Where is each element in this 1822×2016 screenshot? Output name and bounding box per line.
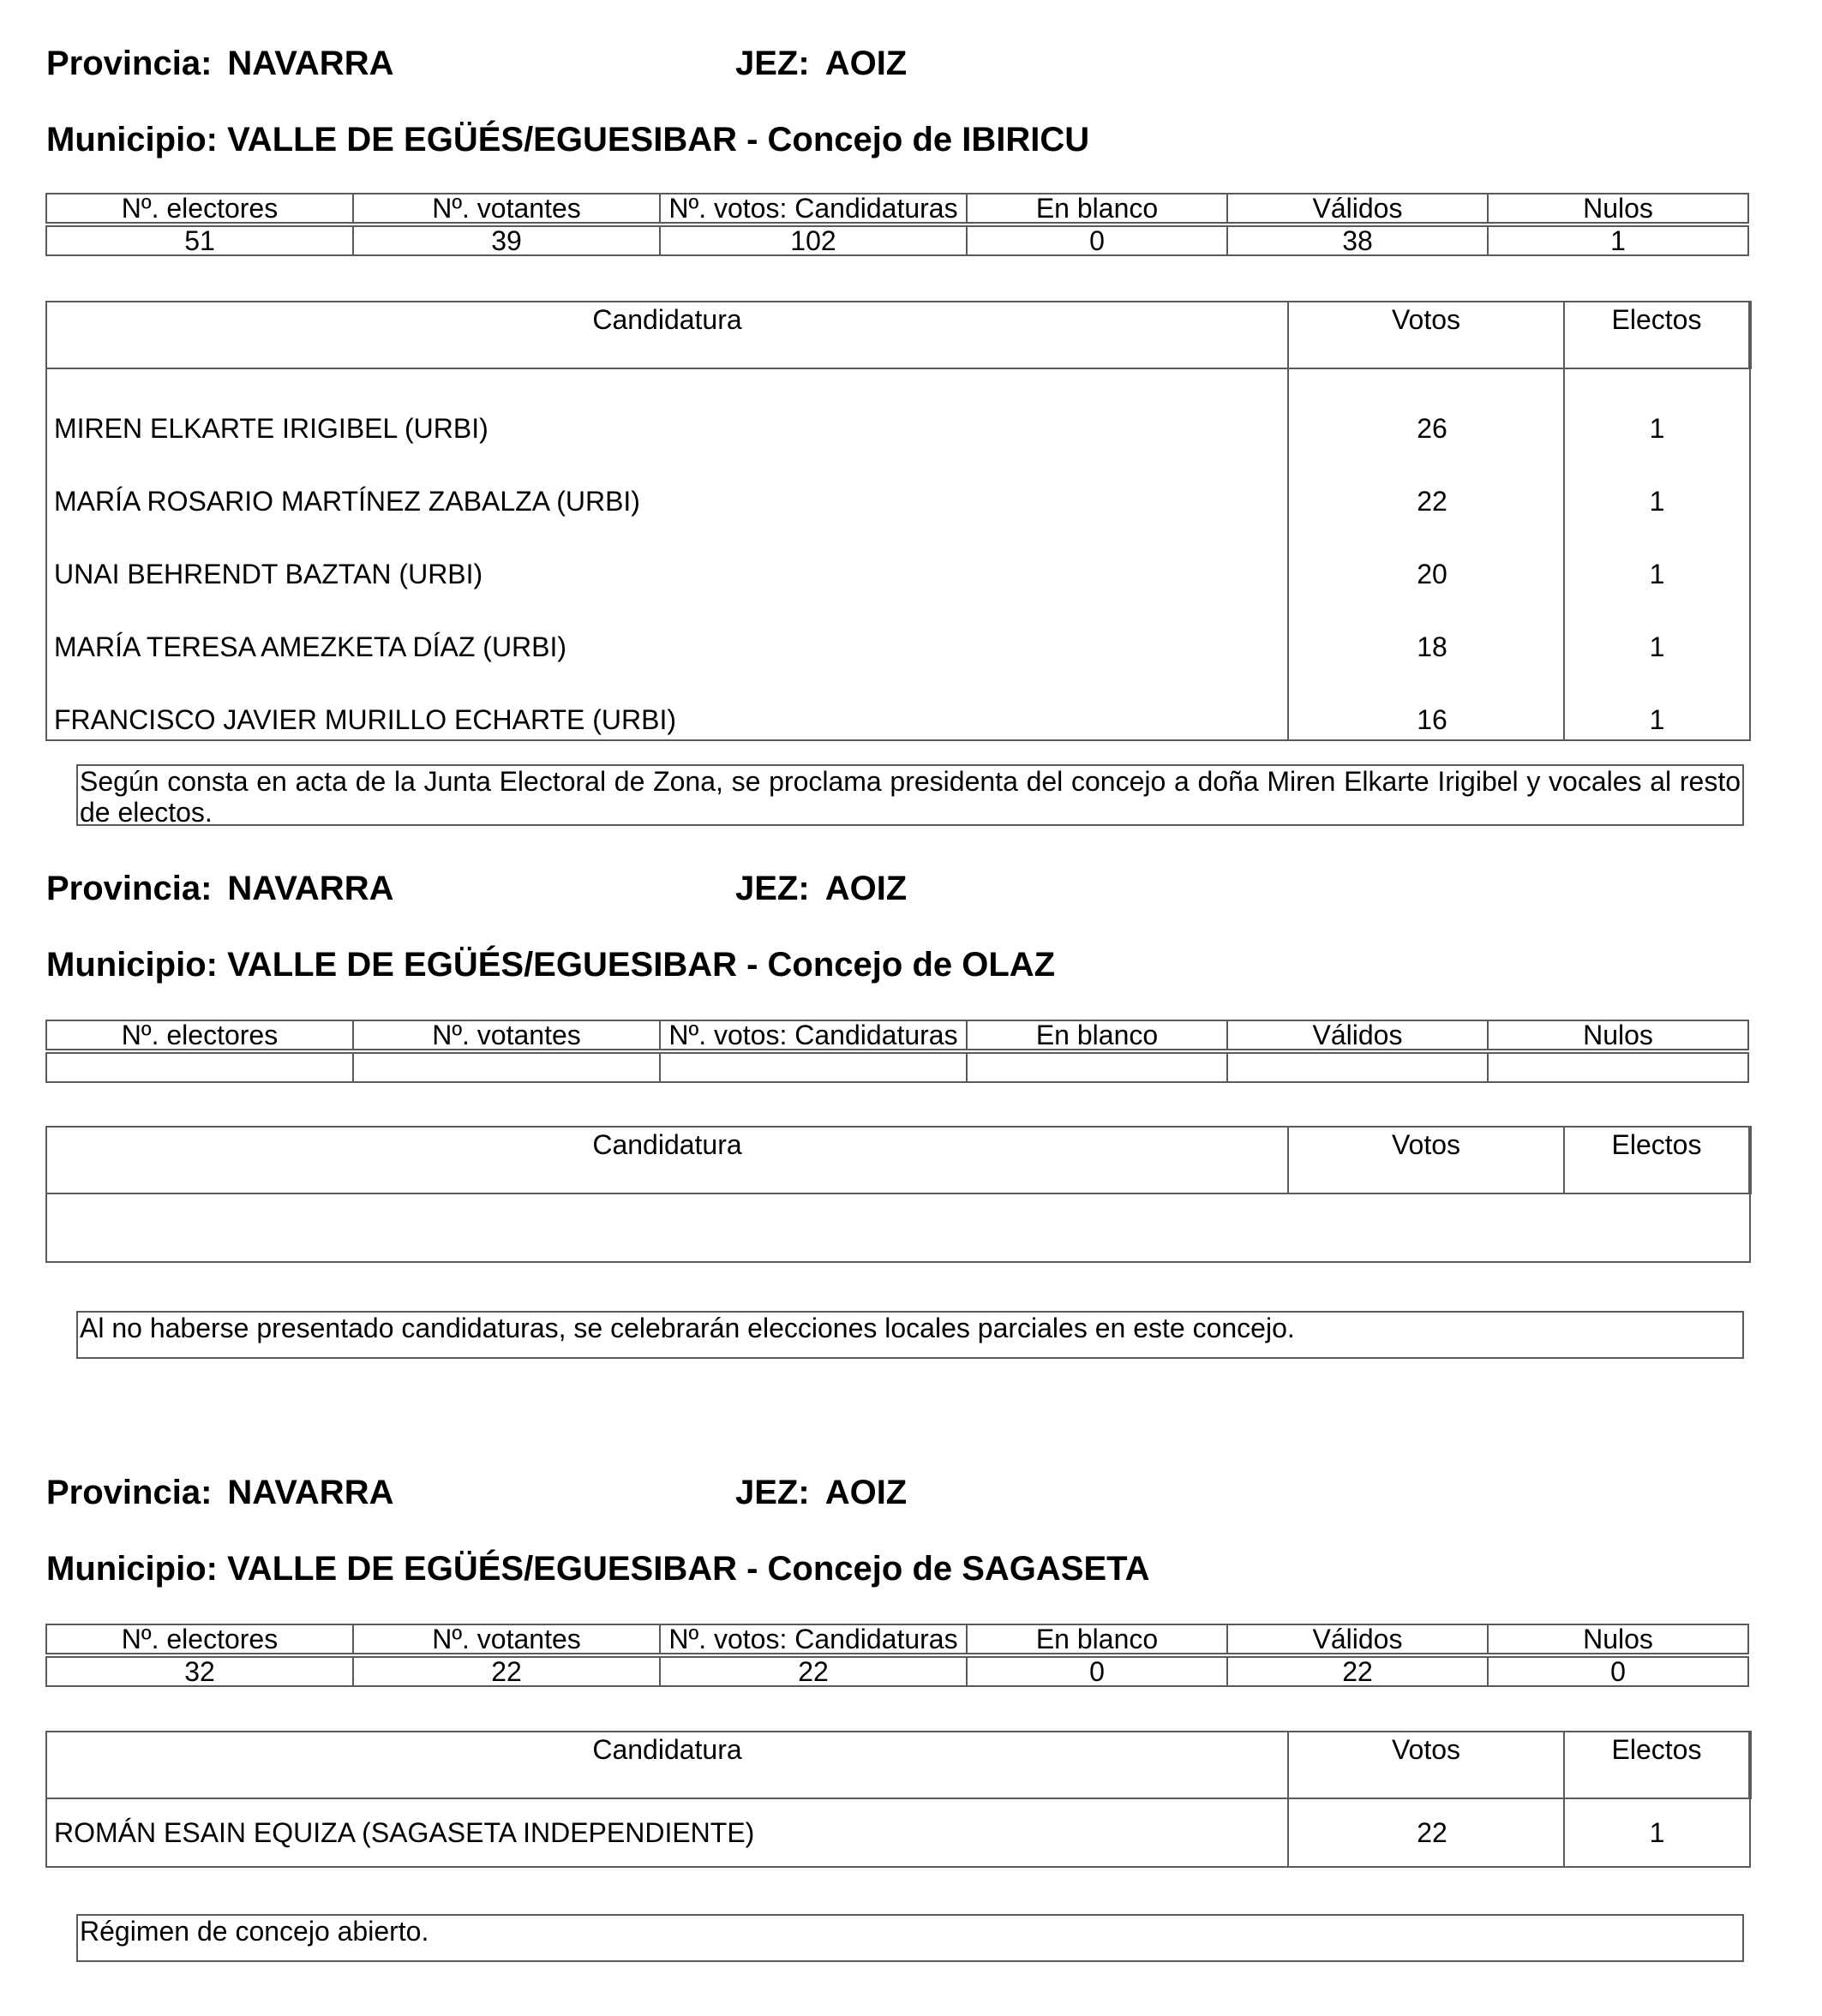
provincia-value: NAVARRA — [227, 45, 394, 82]
stats-header-row — [46, 1020, 1748, 1050]
header-electos: Electos — [1564, 302, 1750, 368]
candidates-empty-body — [46, 1193, 1750, 1262]
candidate-row — [46, 448, 1750, 521]
municipio-value: VALLE DE EGÜÉS/EGUESIBAR - Concejo de OLAZ — [227, 946, 1056, 984]
stats-value-votos-candidaturas: 22 — [660, 1657, 967, 1686]
stats-header-votos-candidaturas: Nº. votos: Candidaturas — [660, 1624, 967, 1654]
stats-header-en-blanco: En blanco — [967, 194, 1227, 223]
candidate-name: FRANCISCO JAVIER MURILLO ECHARTE (URBI) — [46, 667, 1288, 740]
candidate-elected: 1 — [1564, 1798, 1750, 1867]
jez-value: AOIZ — [824, 45, 908, 82]
header-electos: Electos — [1564, 1732, 1750, 1798]
candidate-name: UNAI BEHRENDT BAZTAN (URBI) — [46, 521, 1288, 594]
stats-table — [45, 1020, 1749, 1083]
candidate-elected: 1 — [1564, 368, 1750, 448]
stats-value-electores — [46, 1053, 353, 1082]
candidate-row — [46, 368, 1750, 448]
stats-value-votantes: 22 — [353, 1657, 660, 1686]
stats-header-nulos: Nulos — [1488, 1624, 1748, 1654]
jez-line — [735, 870, 907, 908]
candidate-votes: 20 — [1288, 521, 1564, 594]
stats-value-votos-candidaturas — [660, 1053, 967, 1082]
candidate-elected: 1 — [1564, 667, 1750, 740]
provincia-line — [46, 45, 393, 83]
jez-value: AOIZ — [824, 1474, 908, 1511]
note-box: Al no haberse presentado candidaturas, se celebrarán elecciones locales parciales en este concejo. — [76, 1311, 1744, 1359]
candidates-header-row — [46, 1127, 1750, 1193]
candidate-elected: 1 — [1564, 594, 1750, 667]
municipio-line — [46, 121, 1089, 159]
provincia-label: Provincia: — [46, 45, 213, 82]
stats-value-en-blanco: 0 — [967, 1657, 1227, 1686]
stats-value-en-blanco: 0 — [967, 226, 1227, 255]
candidate-row — [46, 521, 1750, 594]
candidate-votes: 22 — [1288, 448, 1564, 521]
municipio-label: Municipio: — [46, 946, 218, 984]
candidate-elected: 1 — [1564, 448, 1750, 521]
jez-value: AOIZ — [824, 870, 908, 907]
candidates-header-row — [46, 1732, 1750, 1798]
stats-value-validos: 22 — [1227, 1657, 1488, 1686]
provincia-line — [46, 870, 393, 908]
stats-value-en-blanco — [967, 1053, 1227, 1082]
jez-label: JEZ: — [735, 45, 810, 82]
stats-header-nulos: Nulos — [1488, 194, 1748, 223]
candidates-table — [45, 1731, 1752, 1868]
candidates-table — [45, 1126, 1752, 1263]
stats-header-electores: Nº. electores — [46, 1020, 353, 1050]
note-box: Según consta en acta de la Junta Electoral de Zona, se proclama presidenta del concejo a doña Miren Elkarte Irigibel y vocales al resto de electos. — [76, 764, 1744, 826]
stats-header-row — [46, 194, 1748, 223]
stats-value-nulos: 1 — [1488, 226, 1748, 255]
provincia-label: Provincia: — [46, 1474, 213, 1511]
stats-value-validos: 38 — [1227, 226, 1488, 255]
stats-table — [45, 1624, 1749, 1687]
header-candidatura: Candidatura — [46, 1732, 1288, 1798]
candidate-name: ROMÁN ESAIN EQUIZA (SAGASETA INDEPENDIENTE) — [46, 1798, 1288, 1867]
candidate-name: MIREN ELKARTE IRIGIBEL (URBI) — [46, 368, 1288, 448]
stats-value-nulos: 0 — [1488, 1657, 1748, 1686]
candidate-row — [46, 1798, 1750, 1867]
provincia-value: NAVARRA — [227, 870, 394, 907]
stats-header-validos: Válidos — [1227, 194, 1488, 223]
provincia-label: Provincia: — [46, 870, 213, 907]
stats-value-votantes — [353, 1053, 660, 1082]
stats-header-votantes: Nº. votantes — [353, 194, 660, 223]
stats-header-electores: Nº. electores — [46, 194, 353, 223]
candidates-header-row — [46, 302, 1750, 368]
municipio-value: VALLE DE EGÜÉS/EGUESIBAR - Concejo de IBIRICU — [227, 121, 1090, 159]
header-candidatura: Candidatura — [46, 302, 1288, 368]
stats-header-votantes: Nº. votantes — [353, 1020, 660, 1050]
candidate-name: MARÍA ROSARIO MARTÍNEZ ZABALZA (URBI) — [46, 448, 1288, 521]
header-votos: Votos — [1288, 1127, 1564, 1193]
stats-table — [45, 193, 1749, 256]
jez-label: JEZ: — [735, 1474, 810, 1511]
stats-header-electores: Nº. electores — [46, 1624, 353, 1654]
provincia-value: NAVARRA — [227, 1474, 394, 1511]
candidate-votes: 22 — [1288, 1798, 1564, 1867]
stats-header-validos: Válidos — [1227, 1624, 1488, 1654]
stats-header-validos: Válidos — [1227, 1020, 1488, 1050]
stats-value-electores: 51 — [46, 226, 353, 255]
jez-line — [735, 1474, 907, 1512]
candidate-row — [46, 594, 1750, 667]
header-candidatura: Candidatura — [46, 1127, 1288, 1193]
header-electos: Electos — [1564, 1127, 1750, 1193]
provincia-line — [46, 1474, 393, 1512]
stats-value-validos — [1227, 1053, 1488, 1082]
stats-header-votos-candidaturas: Nº. votos: Candidaturas — [660, 194, 967, 223]
candidate-name: MARÍA TERESA AMEZKETA DÍAZ (URBI) — [46, 594, 1288, 667]
stats-value-nulos — [1488, 1053, 1748, 1082]
stats-header-en-blanco: En blanco — [967, 1624, 1227, 1654]
note-box: Régimen de concejo abierto. — [76, 1914, 1744, 1962]
municipio-label: Municipio: — [46, 121, 218, 159]
municipio-value: VALLE DE EGÜÉS/EGUESIBAR - Concejo de SAGASETA — [227, 1550, 1150, 1588]
stats-value-row — [46, 1053, 1748, 1082]
municipio-label: Municipio: — [46, 1550, 218, 1588]
stats-header-votos-candidaturas: Nº. votos: Candidaturas — [660, 1020, 967, 1050]
candidate-elected: 1 — [1564, 521, 1750, 594]
stats-header-nulos: Nulos — [1488, 1020, 1748, 1050]
candidate-votes: 18 — [1288, 594, 1564, 667]
jez-label: JEZ: — [735, 870, 810, 907]
candidate-votes: 26 — [1288, 368, 1564, 448]
jez-line — [735, 45, 907, 83]
municipio-line — [46, 1550, 1150, 1588]
header-votos: Votos — [1288, 1732, 1564, 1798]
stats-header-en-blanco: En blanco — [967, 1020, 1227, 1050]
stats-value-votantes: 39 — [353, 226, 660, 255]
stats-value-votos-candidaturas: 102 — [660, 226, 967, 255]
stats-header-votantes: Nº. votantes — [353, 1624, 660, 1654]
candidate-votes: 16 — [1288, 667, 1564, 740]
candidates-empty-row — [46, 1193, 1750, 1262]
stats-value-electores: 32 — [46, 1657, 353, 1686]
header-votos: Votos — [1288, 302, 1564, 368]
candidate-row — [46, 667, 1750, 740]
candidates-table — [45, 301, 1752, 741]
stats-header-row — [46, 1624, 1748, 1654]
municipio-line — [46, 946, 1055, 984]
stats-value-row — [46, 226, 1748, 255]
stats-value-row — [46, 1657, 1748, 1686]
